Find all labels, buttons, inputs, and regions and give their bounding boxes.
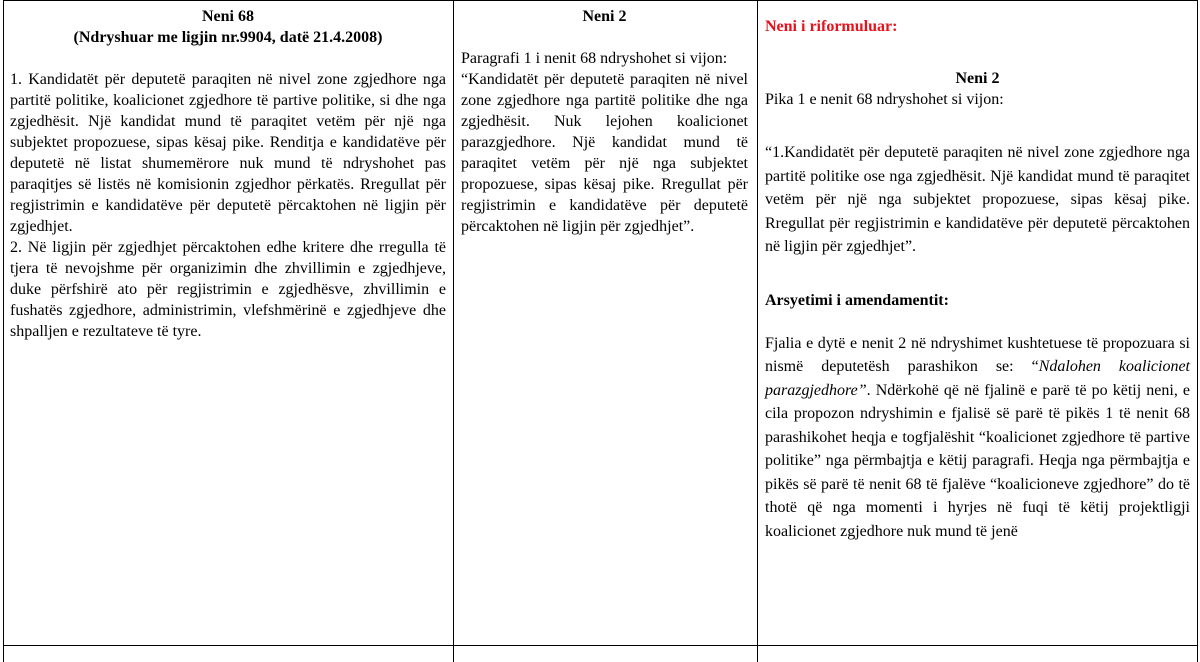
- column-divider: [453, 0, 454, 662]
- reformulated-article-column: [765, 6, 1190, 543]
- paragraph-2: 2. Në ligjin për zgjedhjet përcaktohen edhe kritere dhe rregulla të tjera të nevojshme për organizimin dhe zhvillimin e zgjedhjeve, duke përfshirë ato për regjistrimin e zgjedhësve, zhvillimin e fushatës zgjedhore, administrimin, vlefshmërinë e zgjedhjeve dhe shpalljen e rezultateve të tyre.: [10, 239, 446, 340]
- quoted-text: “1.Kandidatët për deputetë paraqiten në nivel zone zgjedhore nga partitë politike ose nga zgjedhësit. Një kandidat mund të paraqitet vetëm për një nga subjektet propozuese, sipas kësaj pike. Rregullat për regjistrimin e kandidatëve për deputetë përcaktohen në ligjin për zgjedhjet”.: [765, 144, 1190, 255]
- original-article-column: [10, 6, 446, 342]
- column-divider: [3, 0, 4, 662]
- article-title: Neni 68: [202, 8, 254, 25]
- reason-text-quote: Ndalohen koalicionet parazgjedhore”: [765, 358, 1191, 399]
- intro-text: Pika 1 e nenit 68 ndryshohet si vijon:: [765, 91, 1004, 108]
- reformulated-label: Neni i riformuluar:: [765, 18, 898, 35]
- reason-text: [765, 332, 1190, 544]
- column-divider: [757, 0, 758, 662]
- reason-heading: Arsyetimi i amendamentit:: [765, 291, 949, 309]
- reason-text-start: Fjalia e dytë e nenit 2 në ndryshimet kushtetuese të propozuara si nismë deputetësh parashikon se: “: [765, 334, 1190, 375]
- article-title: Neni 2: [955, 70, 1000, 87]
- quoted-text: “Kandidatët për deputetë paraqiten në nivel zone zgjedhore nga partitë politike dhe nga zgjedhësit. Nuk lejohen koalicionet parazgjedhore. Një kandidat mund të paraqitet vetëm për një nga subjektet propozuese, sipas kësaj pike. Rregullat për regjistrimin e kandidatëve për deputetë përcaktohen në ligjin për zgjedhjet”.: [461, 71, 748, 235]
- column-divider: [1197, 0, 1198, 662]
- article-subtitle: (Ndryshuar me ligjin nr.9904, datë 21.4.2008): [73, 29, 383, 46]
- table-top-border: [3, 0, 1198, 1]
- paragraph-1: 1. Kandidatët për deputetë paraqiten në nivel zone zgjedhore nga partitë politike, koalicionet zgjedhore të partive politike, si dhe nga zgjedhësit. Një kandidat mund të paraqitet vetëm për një nga subjektet propozuese, sipas kësaj pike. Renditja e kandidatëve për deputetë në listat shumemërore nuk mund të ndryshohet pas paraqitjes së listës në komisionin zgjedhor përkatës. Rregullat për regjistrimin e kandidatëve për deputetë përcaktohen në ligjin për zgjedhjet.: [10, 71, 446, 235]
- proposed-article-column: [461, 6, 748, 237]
- reason-text-end: . Ndërkohë që në fjalinë e parë të po këtij neni, e cila propozon ndryshimin e fjalisë së parë të pikës 1 të nenit 68 parashikohet heqja e togfjalëshit “koalicionet zgjedhore të partive politike” nga përmbajtja e këtij paragrafi. Heqja nga përmbajtja e pikës së parë të nenit 68 të fjalëve “koalicioneve zgjedhore” do të thotë që nga momenti i hyrjes në fuqi të këtij projektligji koalicionet zgjedhore nuk mund të jenë: [765, 381, 1190, 540]
- intro-text: Paragrafi 1 i nenit 68 ndryshohet si vijon:: [461, 50, 728, 67]
- table-bottom-border: [3, 645, 1198, 646]
- article-title: Neni 2: [582, 8, 627, 25]
